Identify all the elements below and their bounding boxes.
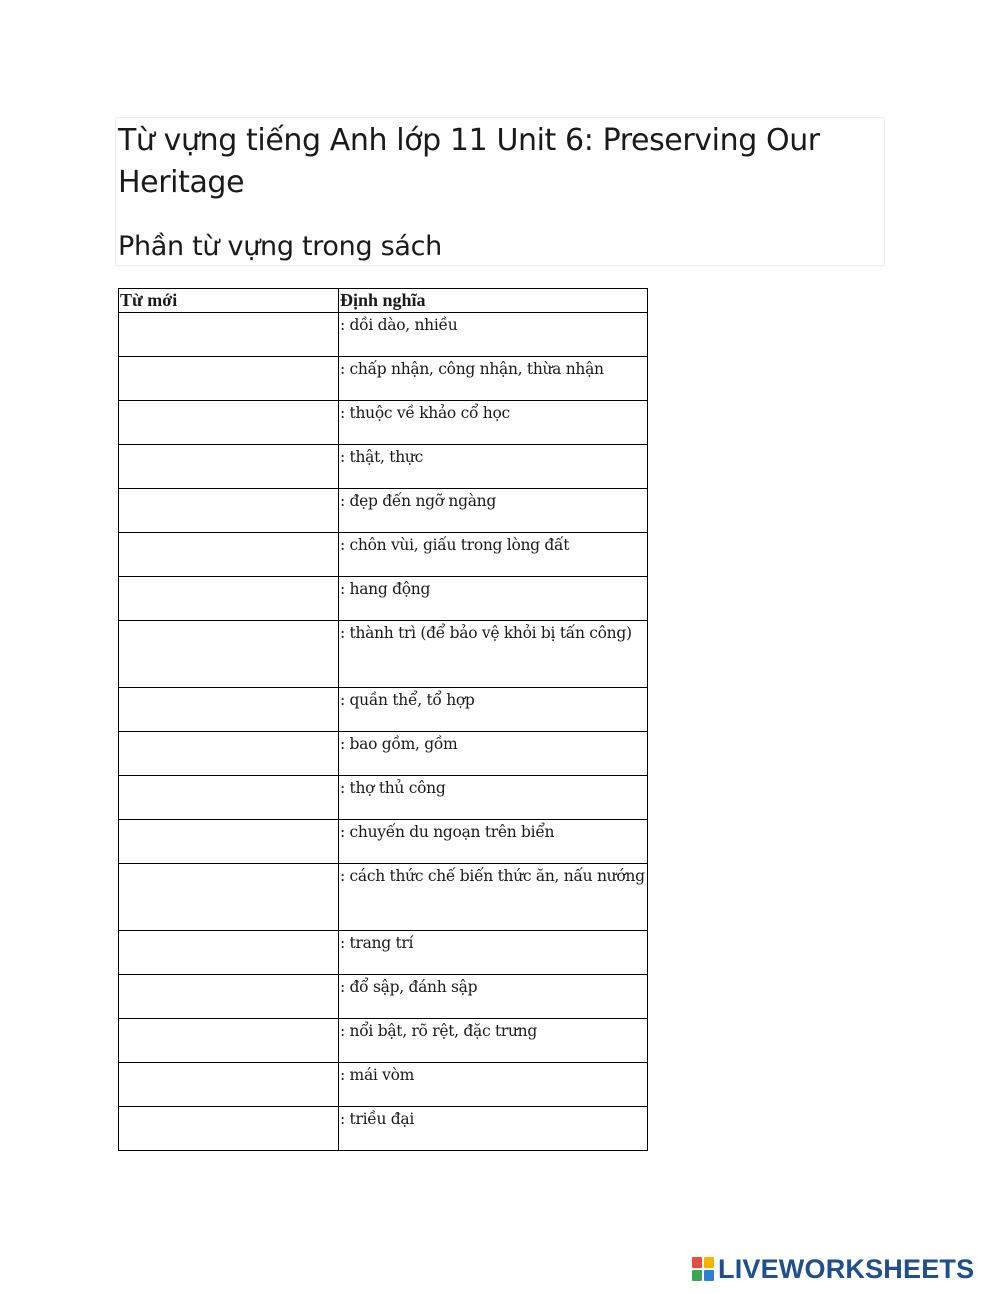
- section-title: Phần từ vựng trong sách: [118, 231, 442, 262]
- definition-cell: : cách thức chế biến thức ăn, nấu nướng: [339, 864, 648, 931]
- definition-cell: : chuyến du ngoạn trên biển: [339, 820, 648, 864]
- definition-cell: : thành trì (để bảo vệ khỏi bị tấn công): [339, 621, 648, 688]
- definition-cell: : nổi bật, rõ rệt, đặc trưng: [339, 1019, 648, 1063]
- word-answer-cell[interactable]: [119, 931, 339, 975]
- word-answer-cell[interactable]: [119, 401, 339, 445]
- table-row: [119, 1107, 648, 1151]
- table-row: [119, 975, 648, 1019]
- word-answer-cell[interactable]: [119, 577, 339, 621]
- logo-square-blue: [704, 1270, 714, 1281]
- word-answer-cell[interactable]: [119, 776, 339, 820]
- definition-cell: : thật, thực: [339, 445, 648, 489]
- definition-cell: : bao gồm, gồm: [339, 732, 648, 776]
- word-answer-cell[interactable]: [119, 313, 339, 357]
- word-answer-cell[interactable]: [119, 1019, 339, 1063]
- word-answer-cell[interactable]: [119, 864, 339, 931]
- definition-cell: : trang trí: [339, 931, 648, 975]
- brand-wordmark: LIVEWORKSHEETS: [718, 1254, 975, 1284]
- table-row: [119, 577, 648, 621]
- table-header-row: [119, 289, 648, 313]
- table-row: [119, 313, 648, 357]
- table-row: [119, 1019, 648, 1063]
- table-row: [119, 931, 648, 975]
- table-row: [119, 445, 648, 489]
- logo-square-green: [692, 1270, 702, 1281]
- word-answer-cell[interactable]: [119, 489, 339, 533]
- page-title: Từ vựng tiếng Anh lớp 11 Unit 6: Preserving Our Heritage: [118, 123, 820, 200]
- word-answer-cell[interactable]: [119, 820, 339, 864]
- column-header-word: Từ mới: [119, 289, 339, 313]
- word-answer-cell[interactable]: [119, 445, 339, 489]
- logo-square-red: [692, 1257, 702, 1268]
- word-answer-cell[interactable]: [119, 621, 339, 688]
- table-row: [119, 489, 648, 533]
- definition-cell: : dồi dào, nhiều: [339, 313, 648, 357]
- definition-cell: : thợ thủ công: [339, 776, 648, 820]
- vocabulary-table: [118, 288, 648, 1151]
- liveworksheets-logo-icon: [692, 1257, 714, 1281]
- word-answer-cell[interactable]: [119, 732, 339, 776]
- table-row: [119, 864, 648, 931]
- table-row: [119, 688, 648, 732]
- table-row: [119, 776, 648, 820]
- word-answer-cell[interactable]: [119, 1107, 339, 1151]
- definition-cell: : chấp nhận, công nhận, thừa nhận: [339, 357, 648, 401]
- word-answer-cell[interactable]: [119, 975, 339, 1019]
- definition-cell: : đẹp đến ngỡ ngàng: [339, 489, 648, 533]
- table-row: [119, 357, 648, 401]
- definition-cell: : chôn vùi, giấu trong lòng đất: [339, 533, 648, 577]
- logo-square-yellow: [704, 1257, 714, 1268]
- table-row: [119, 401, 648, 445]
- word-answer-cell[interactable]: [119, 688, 339, 732]
- definition-cell: : đổ sập, đánh sập: [339, 975, 648, 1019]
- column-header-definition: Định nghĩa: [339, 289, 648, 313]
- definition-cell: : thuộc về khảo cổ học: [339, 401, 648, 445]
- definition-cell: : quần thể, tổ hợp: [339, 688, 648, 732]
- table-row: [119, 1063, 648, 1107]
- definition-cell: : triều đại: [339, 1107, 648, 1151]
- liveworksheets-brand[interactable]: [692, 1252, 974, 1286]
- word-answer-cell[interactable]: [119, 357, 339, 401]
- table-row: [119, 732, 648, 776]
- table-row: [119, 621, 648, 688]
- word-answer-cell[interactable]: [119, 1063, 339, 1107]
- table-row: [119, 820, 648, 864]
- table-row: [119, 533, 648, 577]
- definition-cell: : mái vòm: [339, 1063, 648, 1107]
- definition-cell: : hang động: [339, 577, 648, 621]
- word-answer-cell[interactable]: [119, 533, 339, 577]
